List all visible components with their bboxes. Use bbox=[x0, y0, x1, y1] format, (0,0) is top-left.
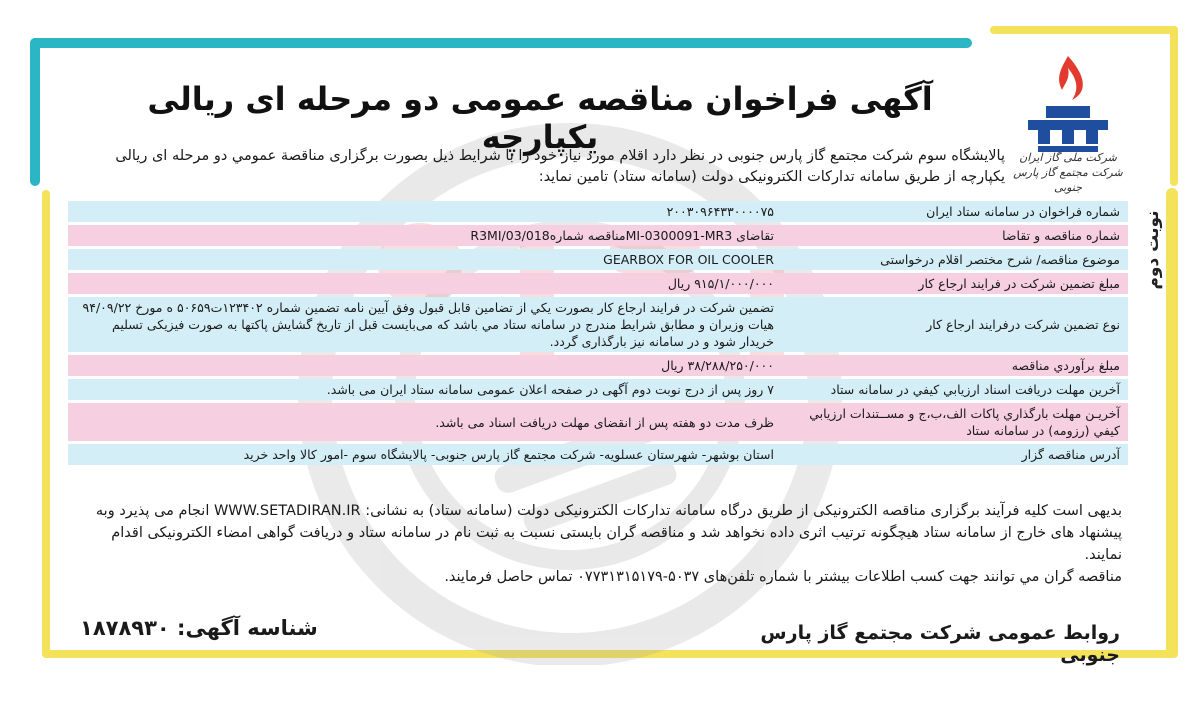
footer-paragraph: بديهی است كليه فرآيند برگزاری مناقصه الكترونيكی از طريق درگاه سامانه تداركات الكترونيكی دولت (سامانه ستاد) به نشانی: WWW.SETADIRAN.IR انجام می پذيرد وبه پيشنهاد های خارج از سامانه ستاد هيچگونه ترتيب اثری داده نخواهد شد و مناقصه گران بایستی نسبت به ثبت نام در سامانه ستاد و دریافت گواهی امضاء الکترونیکی اقدام نمایند. bbox=[95, 503, 1122, 563]
row-label: آدرس مناقصه گزار bbox=[782, 444, 1128, 465]
row-value: ۲۰۰۳۰۹۶۴۳۳۰۰۰۰۷۵ bbox=[68, 201, 782, 222]
row-value: ۳۸/۲۸۸/۲۵۰/۰۰۰ ریال bbox=[68, 355, 782, 376]
frame-left-bar bbox=[30, 38, 40, 186]
row-label: شماره مناقصه و تقاضا bbox=[782, 225, 1128, 246]
row-value: استان بوشهر- شهرستان عسلویه- شرکت مجتمع گاز پارس جنوبی- پالایشگاه سوم -امور کالا واحد خرید bbox=[68, 444, 782, 465]
page-title: آگهی فراخوان مناقصه عمومی دو مرحله ای ریالی یکپارچه bbox=[147, 80, 933, 156]
logo-caption bbox=[1010, 150, 1126, 195]
row-label: آخريـن مهلت بارگذاري پاكات الف،ب،ج و مســتندات ارزيابي كيفي (رزومه) در سامانه ستاد bbox=[782, 403, 1128, 441]
side-label-text: نوبت دوم bbox=[1143, 210, 1163, 290]
table-row bbox=[68, 273, 1128, 294]
row-value: تضمین شرکت در فرایند ارجاع کار بصورت يكي از تضامين قابل قبول وفق آيين نامه تضمين شماره ۱۲۳۴۰۲ت۵۰۶۵۹ ه مورخ ۹۴/۰۹/۲۲ هیات وزيران و مطابق شرايط مندرج در سامانه ستاد مي باشد که می‌بایست قبل از تاریخ گشايش پاکتها به صورت فیزیکی تسلیم خریدار شود و در سامانه نیز بارگذاری گردد. bbox=[68, 297, 782, 352]
logo-caption-line1: شرکت ملی گاز ایران bbox=[1019, 151, 1117, 164]
signature: روابط عمومی شرکت مجتمع گاز پارس جنوبی bbox=[760, 622, 1120, 666]
footer-paragraph: مناقصه گران مي توانند جهت كسب اطلاعات بيشتر با شماره تلفن‌های ۵۰۳۷-۰۷۷۳۱۳۱۵۱۷۹ تماس حاصل فرمايند. bbox=[444, 569, 1122, 585]
frame-left-yellow-bar bbox=[42, 190, 50, 656]
row-value: ۹۱۵/۱/۰۰۰/۰۰۰ ریال bbox=[68, 273, 782, 294]
row-value: تقاضای MI-0300091-MR3مناقصه شماره03/018/R3MI bbox=[68, 225, 782, 246]
ad-id: شناسه آگهی: ۱۸۷۸۹۳۰ bbox=[80, 616, 318, 640]
table-row bbox=[68, 249, 1128, 270]
row-label: مبلغ تضمين شركت در فرايند ارجاع كار bbox=[782, 273, 1128, 294]
table-row bbox=[68, 403, 1128, 441]
table-row bbox=[68, 201, 1128, 222]
table-row bbox=[68, 225, 1128, 246]
footer-notes bbox=[70, 500, 1122, 588]
row-label: آخرين مهلت دريافت اسناد ارزيابي كيفي در سامانه ستاد bbox=[782, 379, 1128, 400]
frame-right-top-bar bbox=[1170, 26, 1178, 186]
intro-paragraph: پالایشگاه سوم شرکت مجتمع گاز پارس جنوبی در نظر دارد اقلام مورد نیاز خود را با شرایط ذیل بصورت برگزاری مناقصة عمومي دو مرحله ای ریالی یکپارچه از طریق سامانه تدارکات الکترونیکی دولت (سامانه ستاد) تامین نماید: bbox=[115, 148, 1005, 185]
table-row bbox=[68, 379, 1128, 400]
tender-info-table bbox=[68, 198, 1128, 468]
row-label: نوع تضمين شركت درفرايند ارجاع كار bbox=[782, 297, 1128, 352]
table-row bbox=[68, 355, 1128, 376]
row-value: ظرف مدت دو هفته پس از انقضای مهلت دریافت اسناد می باشد. bbox=[68, 403, 782, 441]
logo-caption-line2: شرکت مجتمع گاز پارس جنوبی bbox=[1013, 166, 1123, 194]
row-label: مبلغ برآوردي مناقصه bbox=[782, 355, 1128, 376]
row-value: ۷ روز پس از درج نوبت دوم آگهی در صفحه اعلان عمومی سامانه ستاد ایران می باشد. bbox=[68, 379, 782, 400]
row-label: شماره فراخوان در سامانه ستاد ایران bbox=[782, 201, 1128, 222]
side-label bbox=[1138, 200, 1168, 300]
table-row bbox=[68, 444, 1128, 465]
frame-top-right-bar bbox=[990, 26, 1178, 34]
row-label: موضوع مناقصه/ شرح مختصر اقلام درخواستی bbox=[782, 249, 1128, 270]
table-row bbox=[68, 297, 1128, 352]
row-value: GEARBOX FOR OIL COOLER bbox=[68, 249, 782, 270]
frame-top-bar bbox=[30, 38, 972, 48]
